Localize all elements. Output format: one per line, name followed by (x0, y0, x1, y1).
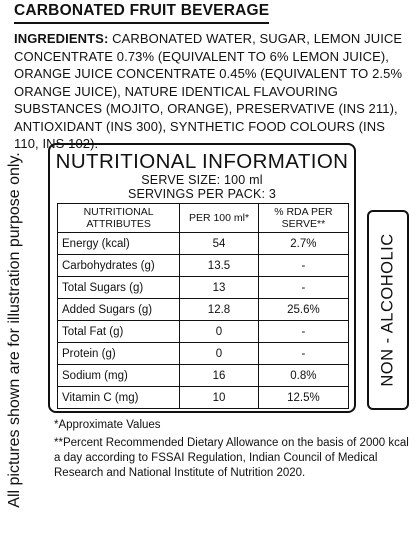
nutrition-panel (48, 143, 356, 413)
nutrition-title: NUTRITIONAL INFORMATION (55, 150, 349, 173)
row-attribute: Carbohydrates (g) (58, 255, 180, 277)
approx-values-note: *Approximate Values (54, 419, 161, 431)
row-per-100ml: 12.8 (180, 299, 259, 321)
servings-per-pack: SERVINGS PER PACK: 3 (127, 187, 277, 201)
header-rda: % RDA PER SERVE** (258, 204, 348, 233)
row-attribute: Total Fat (g) (58, 321, 180, 343)
table-row (58, 277, 349, 299)
table-row (58, 233, 349, 255)
table-header-row (58, 204, 349, 233)
table-row (58, 343, 349, 365)
table-row (58, 299, 349, 321)
row-per-100ml: 13.5 (180, 255, 259, 277)
illustration-disclaimer: All pictures shown are for illustration purpose only. (6, 152, 23, 508)
row-rda: - (258, 343, 348, 365)
row-rda: 12.5% (258, 387, 348, 409)
header-attributes: NUTRITIONAL ATTRIBUTES (58, 204, 180, 233)
ingredients-list: CARBONATED WATER, SUGAR, LEMON JUICE CONCENTRATE 0.73% (EQUIVALENT TO 6% LEMON JUICE), ORANGE JUICE CONCENTRATE 0.45% (EQUIVALENT TO 2.5% ORANGE JUICE), NATURE IDENTICAL FLAVOURING SUBSTANCES (MOJITO, ORANGE), PRESERVATIVE (INS 211), ANTIOXIDANT (INS 300), SYNTHETIC FOOD COLOURS (INS 110, INS 102). (14, 31, 403, 151)
row-attribute: Vitamin C (mg) (58, 387, 180, 409)
non-alcoholic-badge (367, 210, 409, 410)
row-attribute: Sodium (mg) (58, 365, 180, 387)
row-per-100ml: 10 (180, 387, 259, 409)
table-row (58, 321, 349, 343)
row-per-100ml: 13 (180, 277, 259, 299)
row-per-100ml: 0 (180, 343, 259, 365)
row-attribute: Energy (kcal) (58, 233, 180, 255)
table-row (58, 387, 349, 409)
row-rda: 25.6% (258, 299, 348, 321)
row-per-100ml: 0 (180, 321, 259, 343)
non-alcoholic-label: NON - ALCOHOLIC (378, 233, 397, 387)
nutrition-table (57, 203, 349, 409)
table-row (58, 365, 349, 387)
row-rda: 0.8% (258, 365, 348, 387)
serve-size: SERVE SIZE: 100 ml (141, 173, 263, 187)
row-attribute: Total Sugars (g) (58, 277, 180, 299)
ingredients-text (14, 30, 410, 153)
row-rda: - (258, 277, 348, 299)
row-attribute: Added Sugars (g) (58, 299, 180, 321)
row-rda: - (258, 321, 348, 343)
row-attribute: Protein (g) (58, 343, 180, 365)
header-per-100ml: PER 100 ml* (180, 204, 259, 233)
row-per-100ml: 54 (180, 233, 259, 255)
ingredients-label: INGREDIENTS: (14, 31, 109, 46)
footnotes (54, 418, 412, 481)
table-row (58, 255, 349, 277)
row-rda: 2.7% (258, 233, 348, 255)
rda-note: **Percent Recommended Dietary Allowance on the basis of 2000 kcal a day according to FSSAI Regulation, Indian Council of Medical Research and National Institute of Nutrition 2020. (54, 437, 409, 479)
product-title: CARBONATED FRUIT BEVERAGE (14, 2, 269, 24)
row-per-100ml: 16 (180, 365, 259, 387)
row-rda: - (258, 255, 348, 277)
